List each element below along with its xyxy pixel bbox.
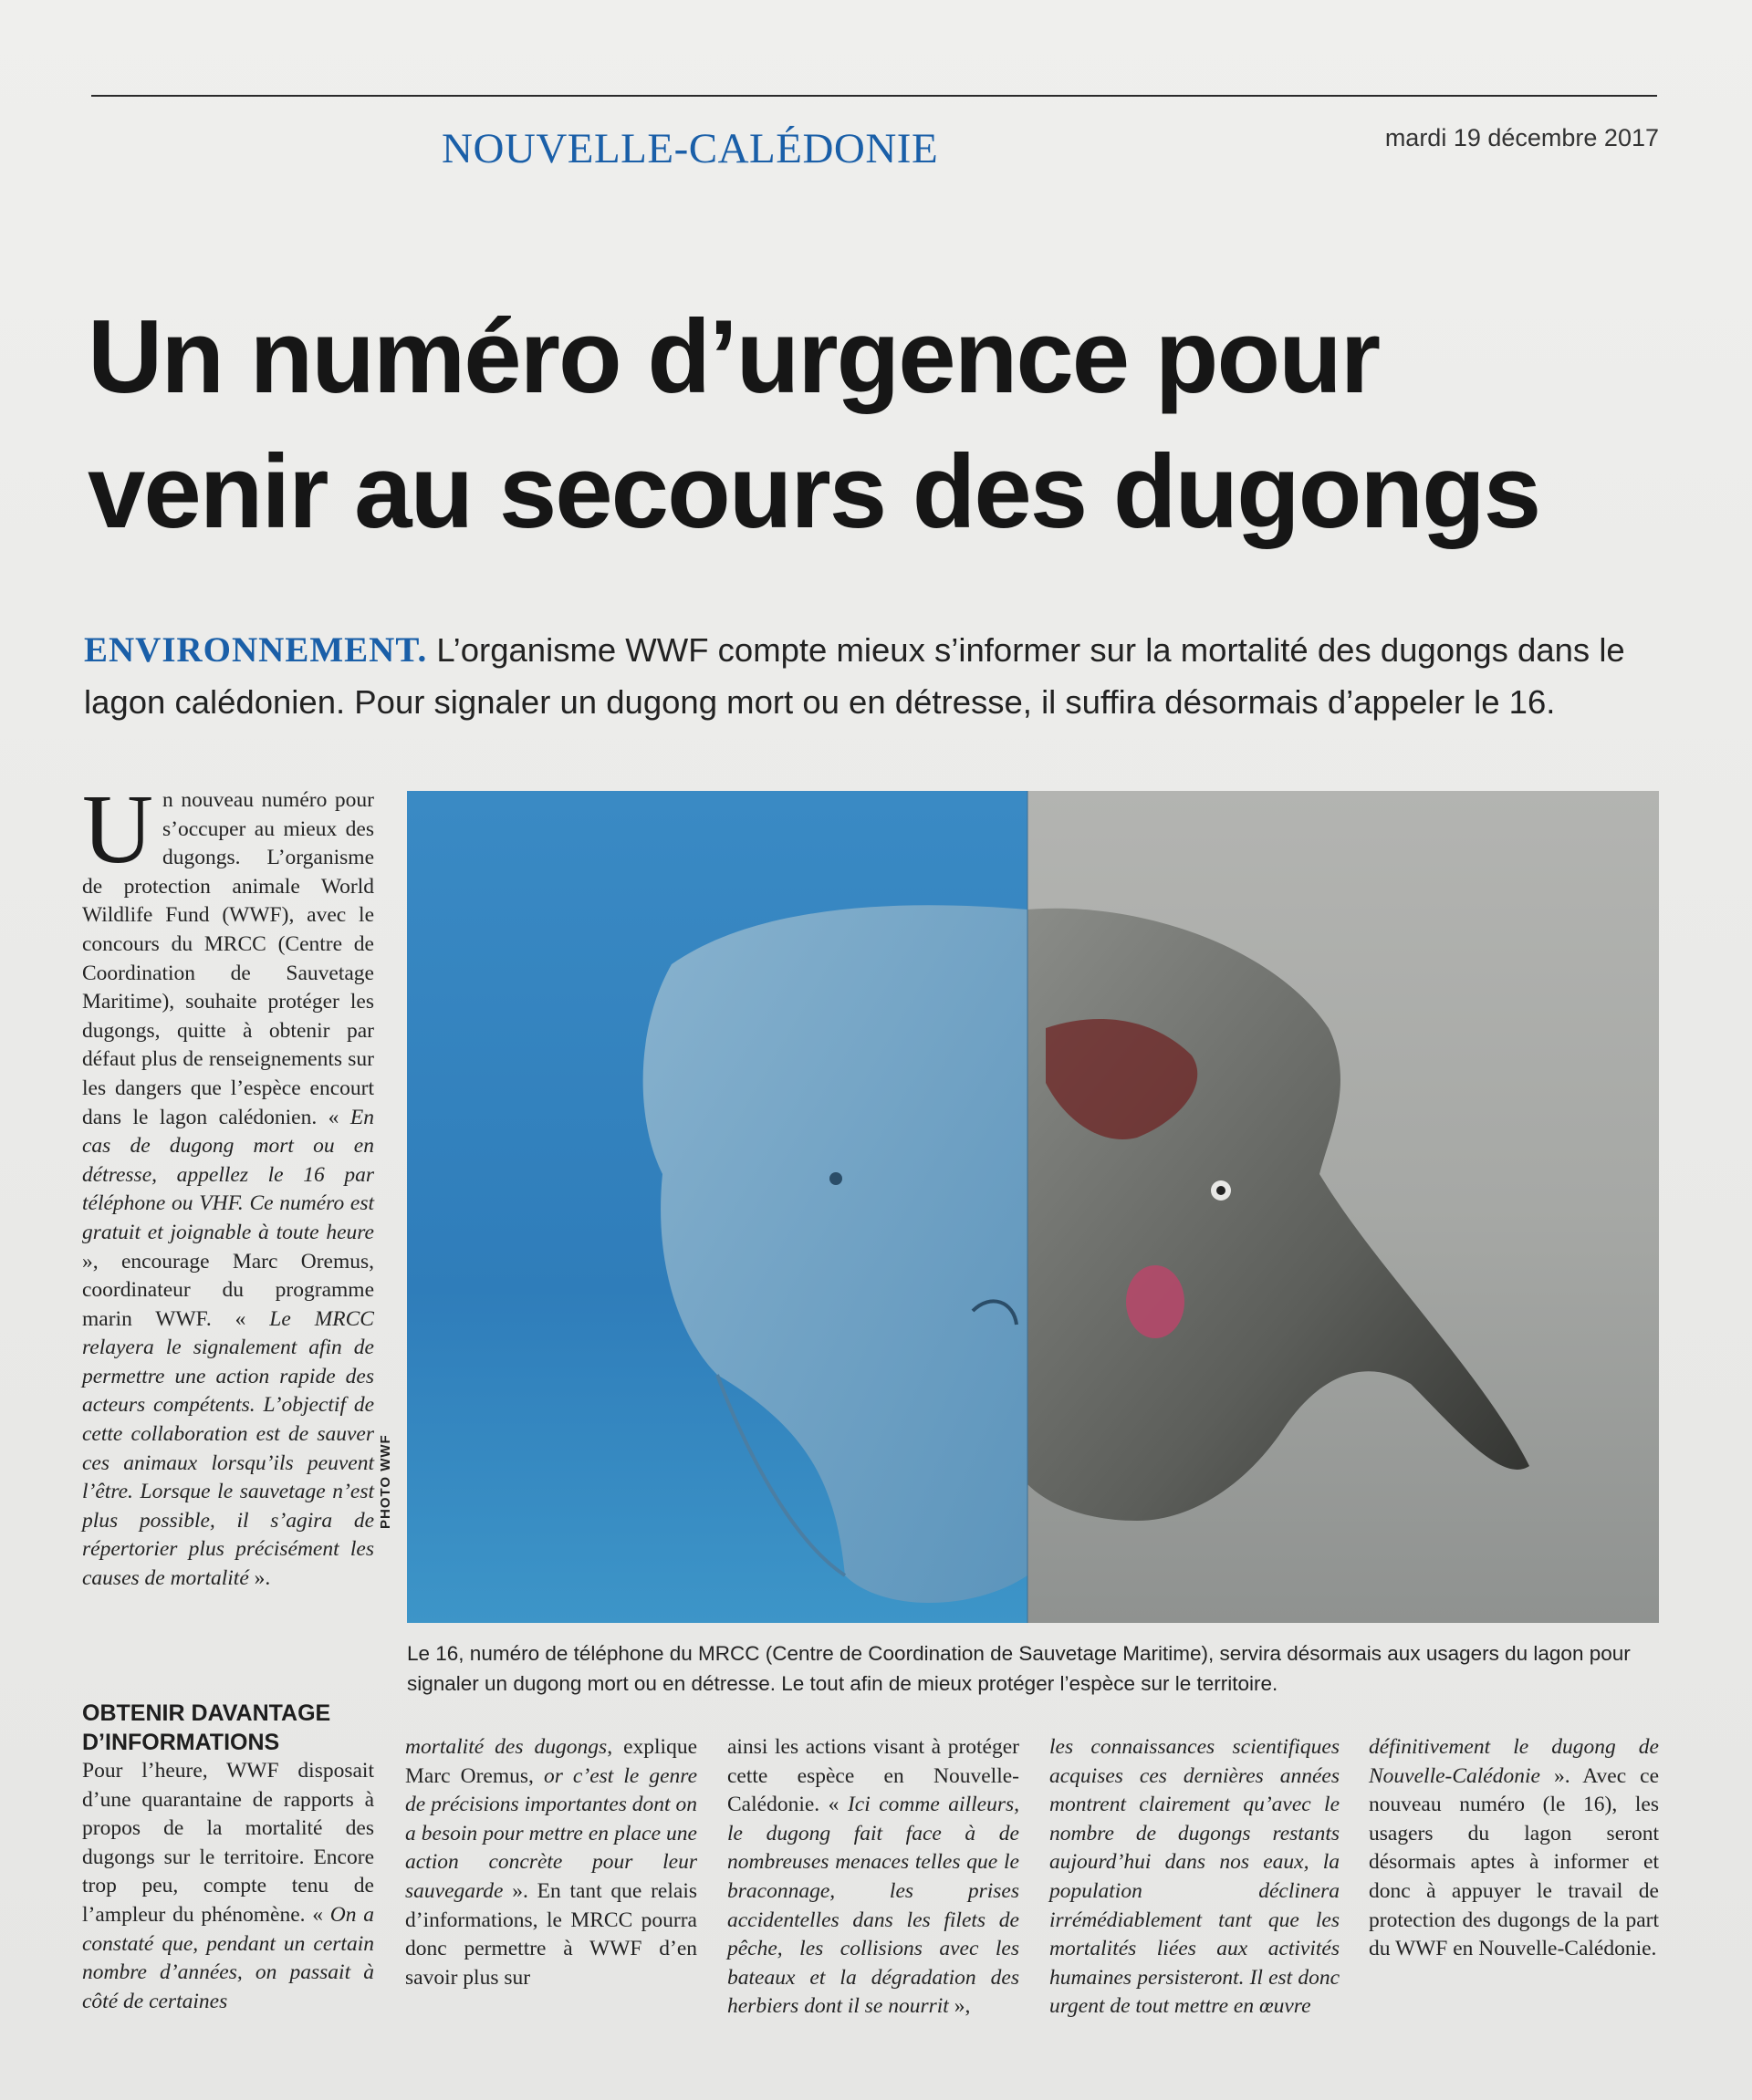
col5-quote: définitivement le dugong de Nouvelle-Calédonie xyxy=(1369,1735,1659,1788)
standfirst-kicker: ENVIRONNEMENT. xyxy=(84,630,428,670)
dugong-photo xyxy=(407,791,1659,1623)
issue-date: mardi 19 décembre 2017 xyxy=(1384,124,1659,151)
intro-column xyxy=(82,775,374,1594)
dugong-photo-illustration xyxy=(407,791,1659,1623)
photo-caption: Le 16, numéro de téléphone du MRCC (Centre de Coordination de Sauvetage Maritime), servira désormais aux usagers du lagon pour signaler un dugong mort ou en détresse. Le tout afin de mieux protéger l’espèce sur le territoire. xyxy=(407,1642,1631,1695)
col2-quote-2: or c’est le genre de précisions importantes dont on a besoin pour mettre en place une action concrète pour leur sauvegarde xyxy=(405,1763,698,1903)
col1-quote: On a constaté que, pendant un certain nombre d’années, on passait à côté de certaines xyxy=(82,1902,374,2013)
col2-text-2: ». En tant que relais d’informations, le MRCC pourra donc permettre à WWF d’en savoir plus sur xyxy=(405,1878,697,1990)
top-rule xyxy=(91,95,1657,97)
intro-quote-1: En cas de dugong mort ou en détresse, appellez le 16 par téléphone ou VHF. Ce numéro est gratuit et joignable à toute heure xyxy=(82,1105,374,1244)
drop-cap: U xyxy=(82,775,153,884)
headline-line-2: venir au secours des dugongs xyxy=(88,434,1540,550)
standfirst-text: L’organisme WWF compte mieux s’informer sur la mortalité des dugongs dans le lagon calédonien. Pour signaler un dugong mort ou en détresse, il suffira désormais d’appeler le 16. xyxy=(84,631,1625,721)
standfirst xyxy=(84,624,1690,728)
headline-line-1: Un numéro d’urgence pour xyxy=(88,299,1380,415)
intro-text-3: ». xyxy=(248,1566,271,1591)
col4-quote: les connaissances scientifiques acquises ces dernières années montrent clairement qu’avec le nombre de dugongs restants aujourd’hui dans nos eaux, la population déclinera irrémédiablement tant que les mortalités liées aux activités humaines persisteront. Il est donc urgent de tout mettre en œuvre xyxy=(1049,1735,1340,2019)
photo-credit: PHOTO WWF xyxy=(378,1434,393,1529)
body-column-4 xyxy=(1049,1733,1340,2022)
intro-text-1: n nouveau numéro pour s’occuper au mieux des dugongs. L’organisme de protection animale World Wildlife Fund (WWF), avec le concours du MRCC (Centre de Coordination de Sauvetage Maritime), souhaite protéger les dugongs, quitte à obtenir par défaut plus de renseignements sur les dangers que l’espèce encourt dans le lagon calédonien. « xyxy=(82,788,374,1129)
subheading: OBTENIR DAVANTAGE D’INFORMATIONS xyxy=(82,1700,331,1755)
body-column-3 xyxy=(727,1733,1019,2022)
headline xyxy=(88,290,1675,560)
section-name: NOUVELLE-CALÉDONIE xyxy=(442,125,939,172)
intro-text-2: », encourage Marc Oremus, coordinateur du programme marin WWF. « xyxy=(82,1249,374,1331)
col3-text: ainsi les actions visant à protéger cette espèce en Nouvelle-Calédonie. « xyxy=(727,1735,1019,1817)
body-column-5 xyxy=(1369,1733,1659,1964)
col1-text: Pour l’heure, WWF disposait d’une quarantaine de rapports à propos de la mortalité des dugongs sur le territoire. Encore trop peu, compte tenu de l’ampleur du phénomène. « xyxy=(82,1759,374,1927)
col2-quote-1: mortalité des dugongs xyxy=(405,1735,608,1759)
body-column-2 xyxy=(405,1733,697,1992)
col3-end: », xyxy=(948,1994,971,2019)
col3-quote: Ici comme ailleurs, le dugong fait face à de nombreuses menaces telles que le braconnage, les prises accidentelles dans les filets de pêche, les collisions avec les bateaux et la dégradation des herbiers dont il se nourrit xyxy=(727,1793,1019,2019)
col5-text: ». Avec ce nouveau numéro (le 16), les usagers du lagon seront désormais aptes à informer et donc à appuyer le travail de protection des dugongs de la part du WWF en Nouvelle-Calédonie. xyxy=(1369,1763,1659,1961)
intro-quote-2: Le MRCC relayera le signalement afin de permettre une action rapide des acteurs compétents. L’objectif de cette collaboration est de sauver ces animaux lorsqu’ils peuvent l’être. Lorsque le sauvetage n’est plus possible, il s’agira de répertorier plus précisément les causes de mortalité xyxy=(82,1306,374,1591)
body-column-1 xyxy=(82,1757,374,2016)
col2-text-1: , explique Marc Oremus, xyxy=(405,1735,698,1788)
